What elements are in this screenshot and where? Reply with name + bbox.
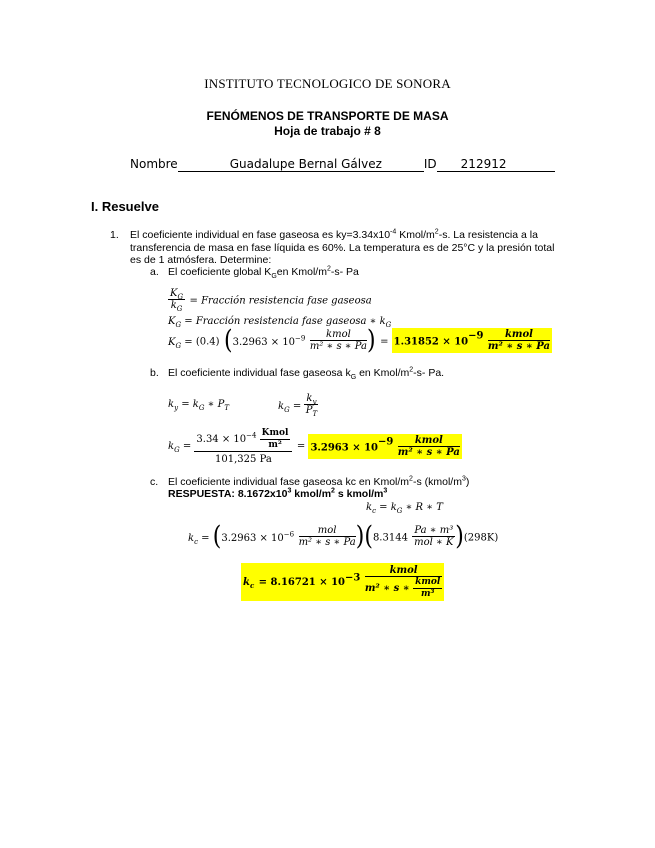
part-a-text: El coeficiente global $K_Gen$ Kmol/$m^2-s-$ Pa xyxy=(168,265,359,281)
subject-title: FENÓMENOS DE TRANSPORTE DE MASA xyxy=(206,109,449,123)
part-c-answer: RESPUESTA: $8.1672x10^3$ kmol/$m^2$ s kmol/$m^3$ xyxy=(168,487,388,500)
part-a-eq2: $K_G$ = Fracción resistencia fase gaseosa ∗ $k_G$ xyxy=(168,316,392,329)
id-value: 212912 xyxy=(460,157,507,171)
id-label: ID xyxy=(423,157,437,171)
name-field xyxy=(178,157,424,172)
part-a-result: $1.31852 \times 10^{-9}$ $\frac{\text{kmol}}{\text{m² ∗ s ∗ Pa}}$ xyxy=(393,329,550,352)
part-b-text: El coeficiente individual fase gaseosa $k_G$ en Kmol/$m^2-s-$ Pa. xyxy=(168,366,445,382)
student-line xyxy=(130,157,555,172)
part-b-eq3: $k_G$ = $3.34 \times 10^{-4}$ $\frac{\text{Kmol}}{\text{m²}}$ 101,325 Pa = $3.2963 \times 10^{-9}$ $\frac{\text{kmol}}{\text{m² ∗ s ∗ Pa}}$ xyxy=(168,428,460,465)
name-label: Nombre xyxy=(130,157,178,171)
institute-title: INSTITUTO TECNOLOGICO DE SONORA xyxy=(204,76,451,91)
part-a-label: a. xyxy=(150,266,159,278)
name-value: Guadalupe Bernal Gálvez xyxy=(229,157,382,171)
part-c-eq2: $k_c = (3.2963 \times 10^{-6}$ $\frac{\text{mol}}{\text{m² ∗ s ∗ Pa}}$ )(8.3144 $\frac{\text{Pa ∗ m³}}{\text{mol ∗ K}}$ )(298K) xyxy=(188,521,499,552)
section-title: I. Resuelve xyxy=(91,199,159,214)
part-b-result: $3.2963 \times 10^{-9}$ $\frac{\text{kmol}}{\text{m² ∗ s ∗ Pa}}$ xyxy=(310,435,460,458)
part-c-label: c. xyxy=(150,476,159,488)
problem-number: 1. xyxy=(110,229,119,241)
sheet-title: Hoja de trabajo # 8 xyxy=(274,124,381,138)
problem-line-1: El coeficiente individual en fase gaseosa es $ky=3.34x10^{-4}$ Kmol/$m^2-s$. La resistencia a la xyxy=(130,228,538,241)
problem-line-2: transferencia de masa en fase líquida es 60%. La temperatura es de 25°C y la presión total xyxy=(130,242,555,254)
part-a-eq3: $K_G = (0.4) (3.2963 \times 10^{-9}$ $\frac{\text{kmol}}{\text{m² ∗ s ∗ Pa}}$ ) = $1.31852 \times 10^{-9}$ $\frac{\text{kmol}}{\text{m² ∗ s ∗ Pa}}$ xyxy=(168,325,550,356)
problem-line-3: es de 1 atmósfera. Determine: xyxy=(130,254,272,266)
part-b-eq1: $k_y = k_G$ ∗ $P_T$ xyxy=(168,399,229,412)
part-c-eq1: $k_c = k_G$ ∗ R ∗ T xyxy=(366,502,443,515)
part-c-result: $k_c = 8.16721 \times 10^{-3}$ kmol m² ∗ s ∗ $\frac{\text{kmol}}{\text{m³}}$ xyxy=(241,563,444,601)
part-b-eq2: $k_G$ = $\frac{k_y}{P_T}$ xyxy=(278,393,318,418)
part-c-text: El coeficiente individual fase gaseosa kc en Kmol/$m^2-s$ $(kmol/m^3)$ xyxy=(168,475,470,488)
id-field xyxy=(437,157,556,172)
part-b-label: b. xyxy=(150,367,159,379)
part-a-eq1: $\frac{K_G}{k_G}$ = Fracción resistencia fase gaseosa xyxy=(170,288,372,313)
